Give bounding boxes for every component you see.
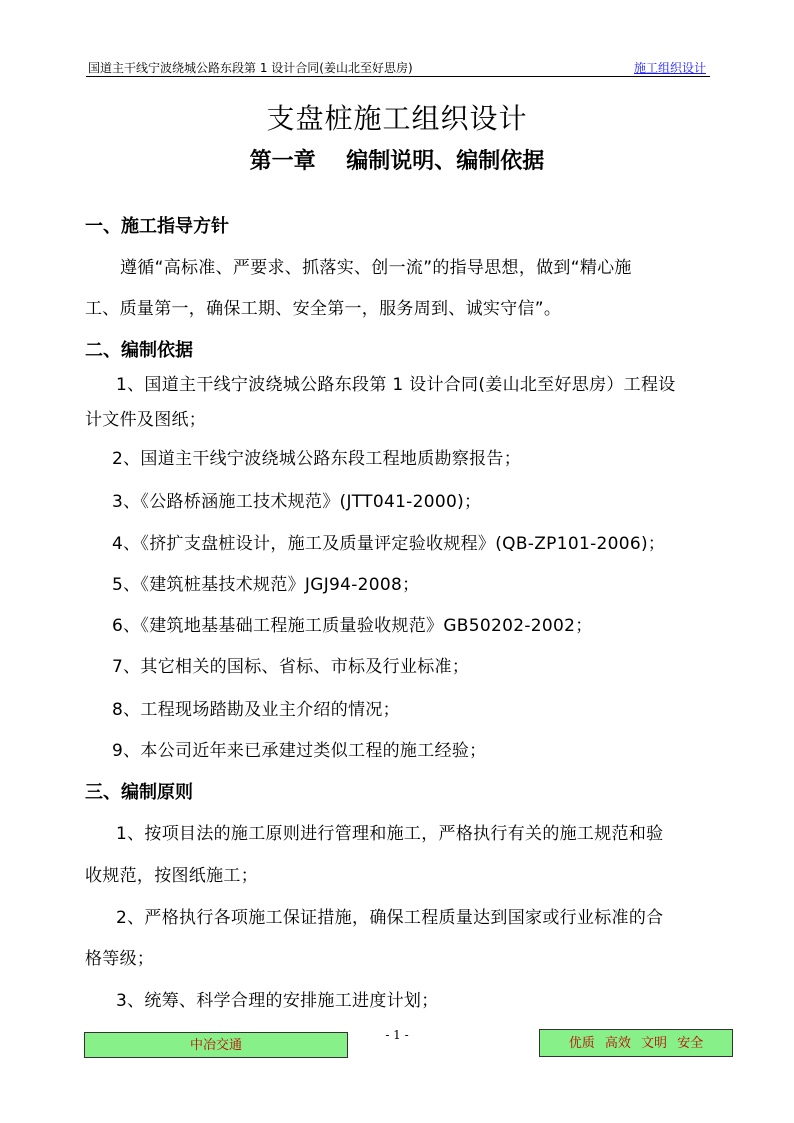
basis-item-1: 1、国道主干线宁波绕城公路东段第 1 设计合同(姜山北至好思房）工程设	[116, 375, 676, 395]
section-heading-principles: 三、编制原则	[85, 782, 193, 803]
principle-item-1: 1、按项目法的施工原则进行管理和施工，严格执行有关的施工规范和验	[116, 824, 664, 844]
document-title: 支盘桩施工组织设计	[266, 102, 528, 135]
section1-line-1: 遵循“高标准、严要求、抓落实、创一流”的指导思想，做到“精心施	[120, 258, 632, 278]
basis-item-6: 6、《建筑地基基础工程施工质量验收规范》GB50202-2002；	[112, 616, 593, 636]
principle-item-2-cont: 格等级；	[85, 949, 155, 969]
section-heading-basis: 二、编制依据	[85, 340, 193, 361]
basis-item-5: 5、《建筑桩基技术规范》JGJ94-2008；	[112, 575, 420, 595]
page-number: - 1 -	[385, 1028, 409, 1042]
header-project-name: 国道主干线宁波绕城公路东段第 1 设计合同(姜山北至好思房)	[88, 61, 413, 75]
basis-item-3: 3、《公路桥涵施工技术规范》(JTT041-2000)；	[112, 492, 482, 512]
chapter-title: 第一章 编制说明、编制依据	[249, 148, 545, 174]
header-doc-type: 施工组织设计	[633, 61, 706, 75]
section-heading-guiding-principle: 一、施工指导方针	[85, 216, 229, 237]
basis-item-2: 2、国道主干线宁波绕城公路东段工程地质勘察报告；	[112, 449, 522, 469]
principle-item-1-cont: 收规范，按图纸施工；	[85, 866, 258, 886]
principle-item-3: 3、统筹、科学合理的安排施工进度计划；	[116, 991, 439, 1011]
footer-slogan-badge: 优质 高效 文明 安全	[539, 1029, 733, 1057]
section1-line-2: 工、质量第一，确保工期、安全第一，服务周到、诚实守信”。	[85, 299, 562, 319]
basis-item-9: 9、本公司近年来已承建过类似工程的施工经验；	[112, 741, 487, 761]
principle-item-2: 2、严格执行各项施工保证措施，确保工程质量达到国家或行业标准的合	[116, 908, 664, 928]
footer-company-badge: 中冶交通	[84, 1032, 348, 1058]
page-header	[86, 56, 710, 77]
basis-item-8: 8、工程现场踏勘及业主介绍的情况；	[112, 700, 400, 720]
basis-item-1-cont: 计文件及图纸；	[85, 410, 207, 430]
basis-item-4: 4、《挤扩支盘桩设计，施工及质量评定验收规程》(QB-ZP101-2006)；	[112, 534, 666, 554]
basis-item-7: 7、其它相关的国标、省标、市标及行业标准；	[112, 657, 470, 677]
